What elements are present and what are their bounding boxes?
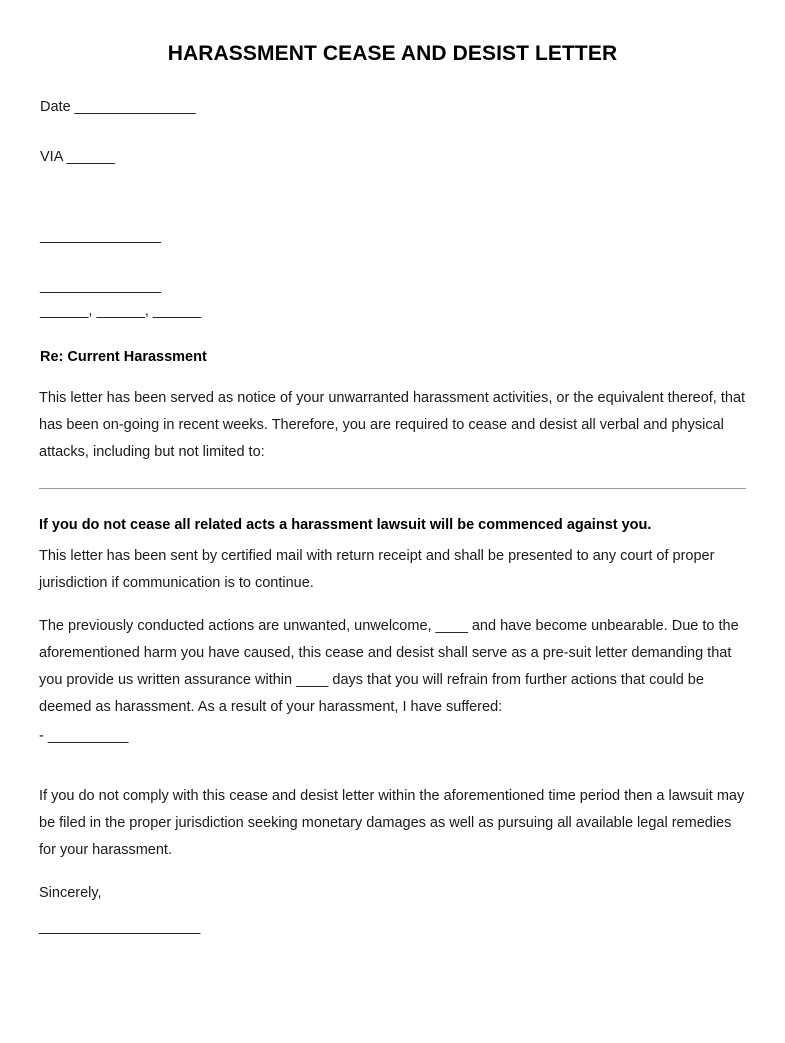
paragraph-demand: The previously conducted actions are unwanted, unwelcome, ____ and have become unbearable. Due to the aforementioned harm you have caused, this cease and desist shall serve as a pre-suit letter demanding that you provide us written assurance within ____ days that you will refrain from further actions that could be deemed as harassment. As a result of your harassment, I have suffered: [39, 618, 739, 715]
fill-in-rule [39, 488, 746, 489]
suffered-item: - __________ [39, 728, 129, 744]
recipient-name-line: _______________ [40, 228, 161, 244]
warning-statement: If you do not cease all related acts a harassment lawsuit will be commenced against you. [39, 517, 652, 533]
paragraph-certified-mail: This letter has been sent by certified mail with return receipt and shall be presented to any court of proper jurisdiction if communication is to continue. [39, 548, 715, 591]
recipient-address-line: _______________ [40, 278, 161, 294]
date-line: Date _______________ [40, 99, 196, 115]
signature-line: ____________________ [39, 919, 201, 935]
paragraph-notice: This letter has been served as notice of your unwarranted harassment activities, or the equivalent thereof, that has been on-going in recent weeks. Therefore, you are required to cease and desist all verbal and physical attacks, including but not limited to: [39, 390, 746, 460]
paragraph-lawsuit: If you do not comply with this cease and desist letter within the aforementioned time period then a lawsuit may be filed in the proper jurisdiction seeking monetary damages as well as pursuing all available legal remedies for your harassment. [39, 788, 745, 858]
closing: Sincerely, [39, 885, 102, 901]
document-title: HARASSMENT CEASE AND DESIST LETTER [167, 42, 618, 65]
via-line: VIA ______ [40, 149, 115, 165]
recipient-city-line: ______, ______, ______ [40, 303, 202, 319]
subject-line: Re: Current Harassment [40, 349, 207, 365]
